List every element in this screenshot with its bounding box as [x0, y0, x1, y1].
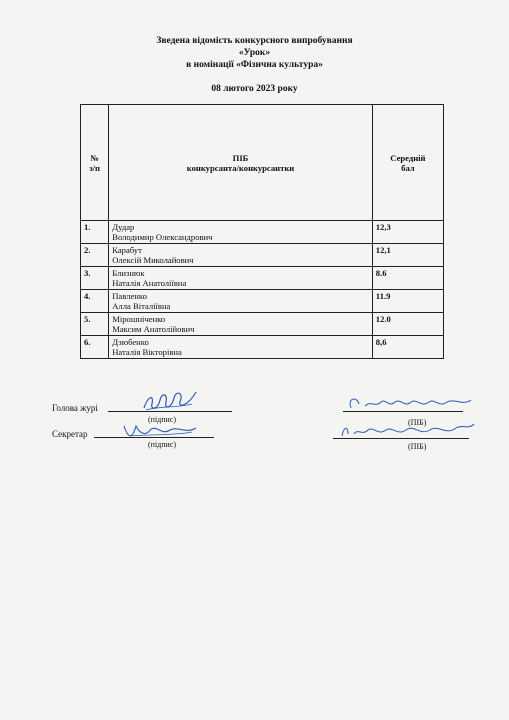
col-header-score-line2: бал — [401, 162, 415, 173]
chair-label: Голова журі — [52, 403, 98, 413]
row-name — [109, 244, 373, 267]
secretary-signature-caption: (підпис) — [148, 440, 177, 449]
col-header-name — [109, 105, 373, 221]
secretary-name-signature-icon — [338, 420, 478, 442]
row-name — [109, 267, 373, 290]
row-surname: Карабут — [112, 245, 142, 255]
chair-name-signature-icon — [345, 394, 475, 414]
header-contest: «Урок» — [238, 48, 271, 58]
chair-signature-caption: (підпис) — [148, 415, 177, 424]
row-given-names: Наталія Вікторівна — [112, 347, 182, 357]
table-header-row — [81, 105, 444, 221]
col-header-score-line1: Середній — [390, 152, 426, 163]
table-row — [81, 290, 444, 313]
row-number: 6. — [81, 336, 109, 359]
secretary-name-caption: (ПІБ) — [408, 442, 427, 451]
table-row — [81, 221, 444, 244]
header-title: Зведена відомість конкурсного випробування — [156, 36, 353, 46]
row-given-names: Максим Анатолійович — [112, 324, 195, 334]
secretary-label: Секретар — [52, 429, 88, 439]
header-nomination: в номінації «Фізична культура» — [186, 60, 323, 70]
row-name — [109, 313, 373, 336]
col-header-number-line1: № — [90, 152, 99, 163]
col-header-name-line2: конкурсанта/конкурсантки — [186, 162, 295, 173]
col-header-number — [81, 105, 109, 221]
col-header-score — [372, 105, 443, 221]
row-number: 4. — [81, 290, 109, 313]
row-number: 2. — [81, 244, 109, 267]
row-surname: Павленко — [112, 291, 147, 301]
table-row — [81, 244, 444, 267]
row-name — [109, 221, 373, 244]
results-table — [80, 104, 444, 359]
row-given-names: Олексій Миколайович — [112, 255, 194, 265]
row-name — [109, 336, 373, 359]
chair-name-caption: (ПІБ) — [408, 418, 427, 427]
row-score: 8,6 — [372, 336, 443, 359]
secretary-signature-icon — [120, 420, 200, 442]
table-row — [81, 336, 444, 359]
col-header-number-line2: з/п — [89, 162, 100, 173]
table-row — [81, 267, 444, 290]
row-score: 8.6 — [372, 267, 443, 290]
row-surname: Близнюк — [112, 268, 145, 278]
row-score: 12,1 — [372, 244, 443, 267]
row-given-names: Наталія Анатоліївна — [112, 278, 187, 288]
row-surname: Дзюбенко — [112, 337, 149, 347]
chair-signature-icon — [140, 388, 200, 414]
row-score: 11.9 — [372, 290, 443, 313]
table-row — [81, 313, 444, 336]
document-header — [0, 35, 509, 71]
row-number: 1. — [81, 221, 109, 244]
header-date: 08 лютого 2023 року — [211, 84, 298, 94]
row-surname: Дудар — [112, 222, 135, 232]
col-header-name-line1: ПІБ — [232, 152, 249, 163]
row-given-names: Володимир Олександрович — [112, 232, 213, 242]
row-surname: Мірошніченко — [112, 314, 166, 324]
row-number: 3. — [81, 267, 109, 290]
row-score: 12,3 — [372, 221, 443, 244]
row-score: 12.0 — [372, 313, 443, 336]
row-name — [109, 290, 373, 313]
row-number: 5. — [81, 313, 109, 336]
row-given-names: Алла Віталіївна — [112, 301, 171, 311]
